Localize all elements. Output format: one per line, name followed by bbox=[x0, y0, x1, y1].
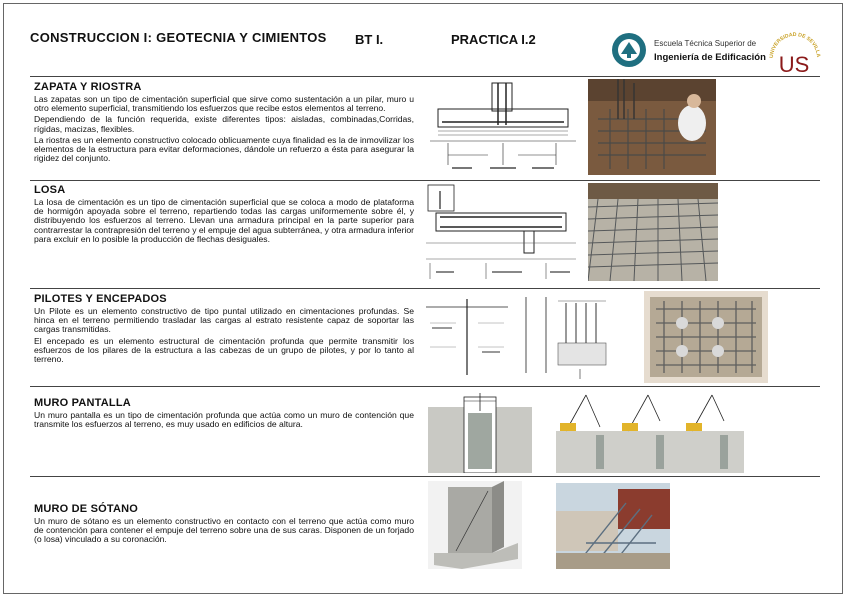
section-muro-sotano bbox=[30, 476, 820, 572]
muro-sotano-drawing bbox=[428, 481, 522, 569]
muro-pantalla-sequence bbox=[556, 391, 744, 473]
paragraph: Un Pilote es un elemento constructivo de tipo puntal utilizado en cimentaciones profundas. Se hinca en el terreno permitiendo trasladar las cargas al estrato resistente capaz de soportar las cargas transmitidas. bbox=[34, 306, 414, 335]
paragraph: Un muro pantalla es un tipo de cimentación profunda que actúa como un muro de contención que transmite los esfuerzos al terreno, es muy usado en edificios de altura. bbox=[34, 410, 414, 430]
section-body bbox=[34, 95, 414, 165]
paragraph: La losa de cimentación es un tipo de cimentación superficial que se coloca a modo de plataforma de hormigón apoyada sobre el terreno, repartiendo todas las cargas uniformemente sobre él, y distribuyendo los esfuerzos al terreno. Llevan una armadura principal en la parte superior para contrarrestar la contrapresión del terreno y el empuje del agua subterránea, y otra armadura inferior para excluir en lo posible la producción de flechas desiguales. bbox=[34, 197, 414, 244]
muro-pantalla-drawing bbox=[428, 391, 532, 473]
section-zapata bbox=[30, 76, 820, 180]
section-pilotes bbox=[30, 288, 820, 386]
section-title: PILOTES Y ENCEPADOS bbox=[34, 293, 167, 305]
section-body bbox=[34, 198, 414, 246]
encepado-photo bbox=[644, 291, 768, 383]
encepado-drawing bbox=[520, 293, 630, 383]
worker-figure-icon bbox=[678, 105, 706, 141]
university-mark: US bbox=[778, 52, 810, 76]
section-title: ZAPATA Y RIOSTRA bbox=[34, 81, 142, 93]
muro-sotano-photo bbox=[556, 483, 670, 569]
school-name-line1: Escuela Técnica Superior de bbox=[654, 39, 757, 48]
paragraph: Un muro de sótano es un elemento constructivo en contacto con el terreno que actúa como muro de contención para contener el empuje del terreno sobre una de sus caras. Disponen de un forjado (o losa) vinculado a su coronación. bbox=[34, 516, 414, 545]
school-name-line2: Ingeniería de Edificación bbox=[654, 52, 766, 63]
section-title: MURO PANTALLA bbox=[34, 397, 131, 409]
section-muro-pantalla bbox=[30, 386, 820, 476]
section-body bbox=[34, 517, 414, 547]
section-body bbox=[34, 411, 414, 431]
section-body bbox=[34, 307, 414, 366]
section-title: LOSA bbox=[34, 184, 66, 196]
zapata-drawing bbox=[428, 81, 578, 175]
section-title: MURO DE SÓTANO bbox=[34, 503, 139, 515]
losa-photo bbox=[588, 183, 718, 281]
paragraph: Las zapatas son un tipo de cimentación superficial que sirve como sustentación a un pilar, muro u otro elemento superficial, transmitiendo los esfuerzos que recibe estos elementos al terreno. bbox=[34, 94, 414, 114]
etsie-logo bbox=[610, 30, 770, 70]
practice-label: PRACTICA I.2 bbox=[451, 32, 536, 47]
course-title: CONSTRUCCION I: GEOTECNIA Y CIMIENTOS bbox=[30, 30, 327, 45]
section-losa bbox=[30, 180, 820, 288]
losa-drawing bbox=[426, 183, 578, 281]
block-label: BT I. bbox=[355, 32, 384, 47]
paragraph: La riostra es un elemento constructivo colocado oblicuamente cuya finalidad es la de inmovilizar los elementos de la estructura para evitar deformaciones, dándole un refuerzo a ésta para asegurar la rigidez del conjunto. bbox=[34, 134, 414, 164]
paragraph: Dependiendo de la función requerida, existe diferentes tipos: aisladas, combinadas,Corridas, rígidas, macizas, flexibles. bbox=[34, 114, 414, 134]
university-seal-text: UNIVERSIDAD DE SEVILLA bbox=[768, 31, 822, 59]
university-seal-logo bbox=[765, 28, 823, 76]
pilote-drawing bbox=[426, 295, 508, 383]
paragraph: El encepado es un elemento estructural de cimentación profunda que permite transmitir los esfuerzos de los pilares de la estructura a las cabezas de un grupo de pilotes, y por lo tanto al terreno. bbox=[34, 335, 414, 365]
page-header bbox=[30, 28, 820, 76]
zapata-photo bbox=[588, 79, 716, 175]
